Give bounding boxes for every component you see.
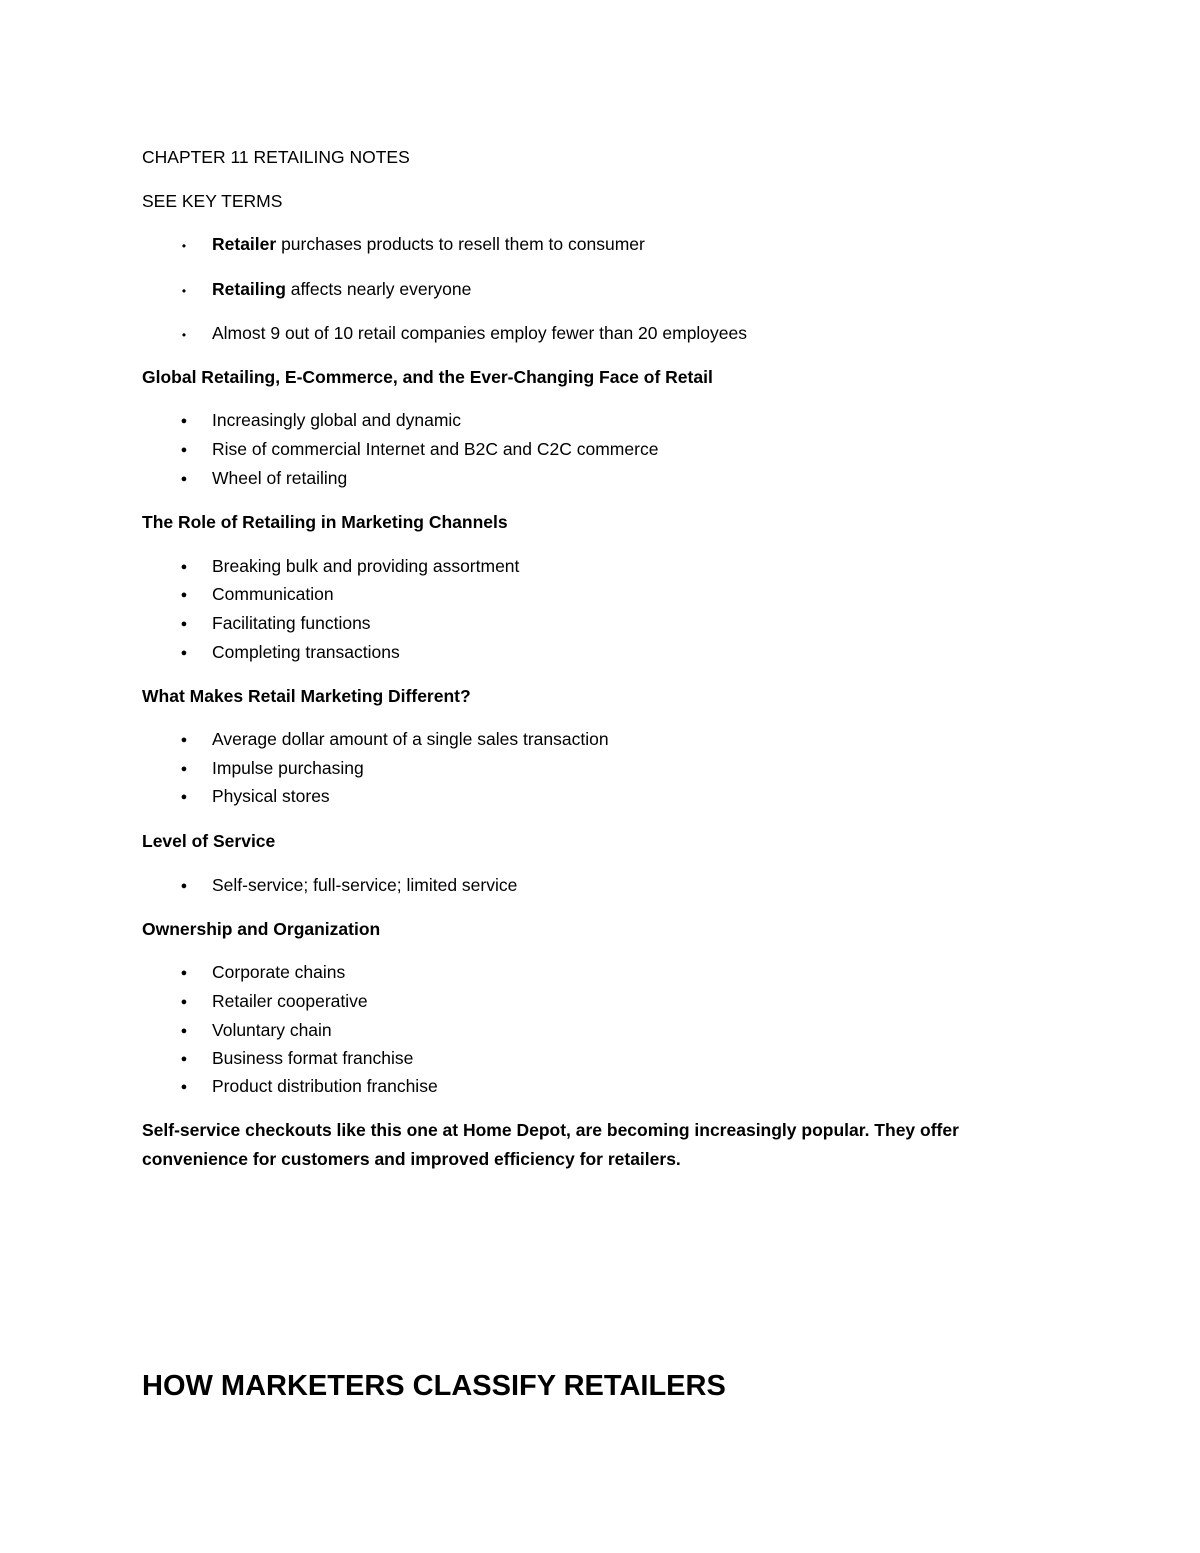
document-title: CHAPTER 11 RETAILING NOTES	[142, 147, 410, 167]
list-item-text: Business format franchise	[212, 1048, 414, 1068]
bullet-icon	[174, 467, 194, 492]
list-item-text: Voluntary chain	[212, 1020, 332, 1040]
bullet-icon	[174, 1047, 194, 1072]
bullet-icon	[174, 555, 194, 580]
bullet-icon	[174, 757, 194, 782]
bullet-icon	[174, 1075, 194, 1100]
bullet-text: affects nearly everyone	[285, 279, 472, 299]
bullet-icon	[174, 874, 194, 899]
section-heading: Global Retailing, E-Commerce, and the Ever-Changing Face of Retail	[142, 367, 713, 387]
bullet-icon	[174, 785, 194, 810]
list-item-text: Physical stores	[212, 786, 330, 806]
list-item-text: Increasingly global and dynamic	[212, 410, 462, 430]
list-item-text: Completing transactions	[212, 642, 400, 662]
bullet-text: Almost 9 out of 10 retail companies employ fewer than 20 employees	[212, 323, 748, 343]
list-item-text: Self-service; full-service; limited service	[212, 875, 518, 895]
section-heading: Ownership and Organization	[142, 919, 381, 939]
bullet-icon	[174, 409, 194, 434]
bullet-icon	[174, 583, 194, 608]
list-item-text: Rise of commercial Internet and B2C and C2C commerce	[212, 439, 659, 459]
bullet-icon	[174, 322, 194, 346]
bullet-icon	[174, 233, 194, 257]
section-heading: What Makes Retail Marketing Different?	[142, 686, 471, 706]
bullet-icon	[174, 728, 194, 753]
image-caption: Self-service checkouts like this one at Home Depot, are becoming increasingly popular. They offer convenience for customers and improved efficiency for retailers.	[142, 1120, 959, 1169]
list-item-text: Breaking bulk and providing assortment	[212, 556, 520, 576]
section-heading: The Role of Retailing in Marketing Channels	[142, 512, 508, 532]
bullet-icon	[174, 1019, 194, 1044]
list-item-text: Communication	[212, 584, 334, 604]
bullet-icon	[174, 961, 194, 986]
bullet-icon	[174, 278, 194, 302]
section-title: HOW MARKETERS CLASSIFY RETAILERS	[142, 1370, 726, 1402]
list-item-text: Retailer cooperative	[212, 991, 368, 1011]
list-item-text: Product distribution franchise	[212, 1076, 438, 1096]
term: Retailing	[212, 279, 286, 299]
section-heading: Level of Service	[142, 831, 276, 851]
list-item-text: Facilitating functions	[212, 613, 371, 633]
bullet-icon	[174, 612, 194, 637]
list-item-text: Corporate chains	[212, 962, 346, 982]
bullet-text: purchases products to resell them to consumer	[276, 234, 645, 254]
bullet-icon	[174, 990, 194, 1015]
see-key-terms: SEE KEY TERMS	[142, 191, 283, 211]
list-item-text: Impulse purchasing	[212, 758, 364, 778]
bullet-icon	[174, 438, 194, 463]
list-item-text: Average dollar amount of a single sales transaction	[212, 729, 609, 749]
list-item-text: Wheel of retailing	[212, 468, 348, 488]
bullet-icon	[174, 641, 194, 666]
term: Retailer	[212, 234, 277, 254]
